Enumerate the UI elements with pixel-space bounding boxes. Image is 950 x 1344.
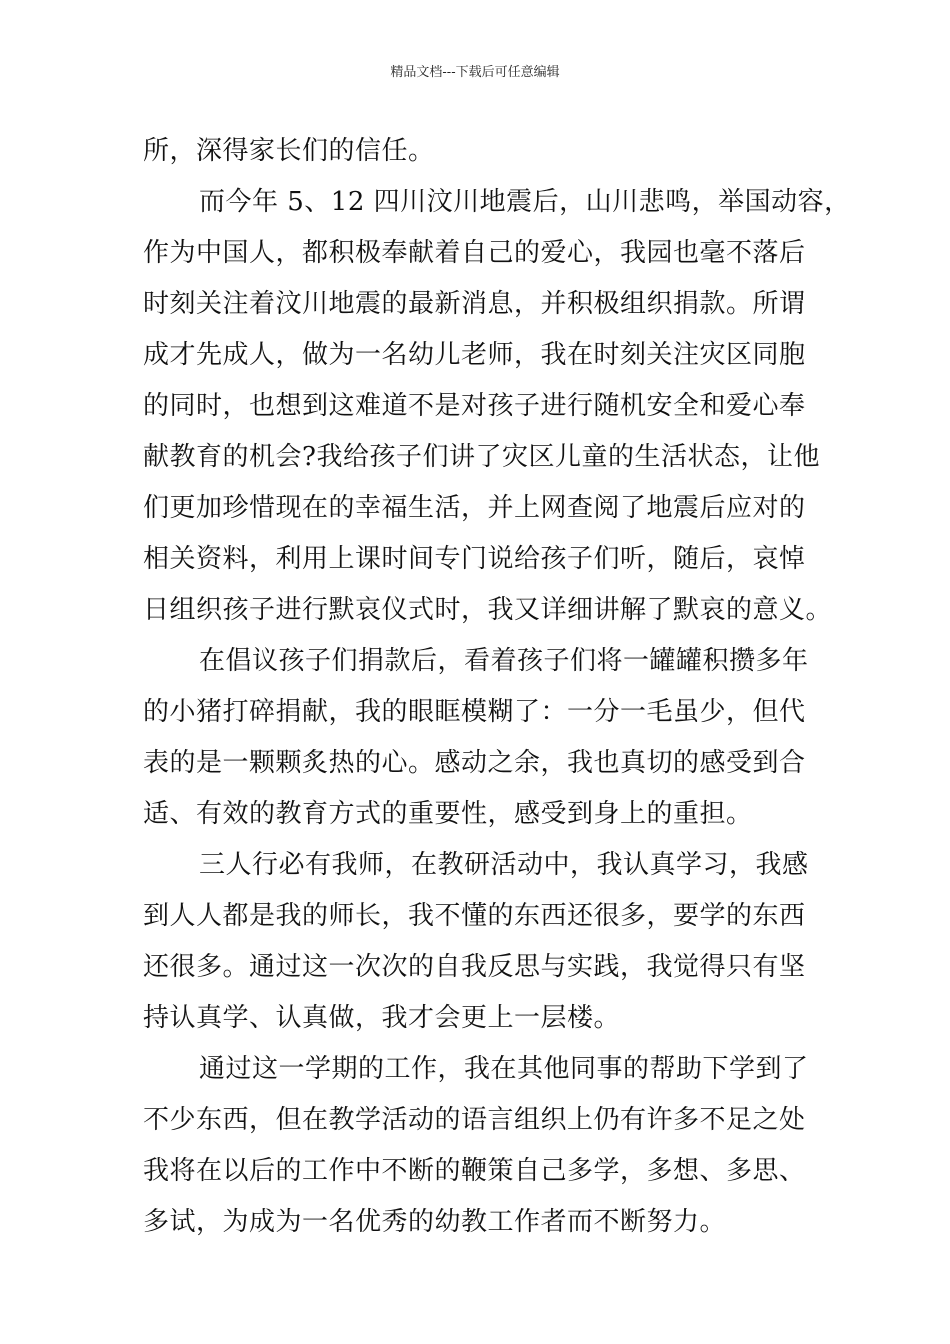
paragraph-line: 们更加珍惜现在的幸福生活，并上网查阅了地震后应对的 xyxy=(143,493,806,523)
paragraph-3 xyxy=(143,636,811,840)
paragraph-line: 持认真学、认真做，我才会更上一层楼。 xyxy=(143,1003,621,1033)
paragraph-line: 还很多。通过这一次次的自我反思与实践，我觉得只有坚 xyxy=(143,952,806,982)
paragraph-line: 日组织孩子进行默哀仪式时，我又详细讲解了默哀的意义。 xyxy=(143,595,833,625)
paragraph-5 xyxy=(143,1044,811,1248)
paragraph-2 xyxy=(143,177,851,636)
paragraph-line: 的同时，也想到这难道不是对孩子进行随机安全和爱心奉 xyxy=(143,391,806,421)
paragraph-line: 成才先成人，做为一名幼儿老师，我在时刻关注灾区同胞 xyxy=(143,340,806,370)
page-header: 精品文档---下载后可任意编辑 xyxy=(390,65,560,80)
paragraph-4 xyxy=(143,840,811,1044)
paragraph-line: 表的是一颗颗炙热的心。感动之余，我也真切的感受到合 xyxy=(143,748,806,778)
paragraph-line: 我将在以后的工作中不断的鞭策自己多学，多想、多思、 xyxy=(143,1156,806,1186)
document-body xyxy=(143,126,851,1248)
paragraph-line: 到人人都是我的师长，我不懂的东西还很多，要学的东西 xyxy=(143,901,806,931)
paragraph-line: 相关资料，利用上课时间专门说给孩子们听，随后，哀悼 xyxy=(143,544,806,574)
paragraph-line: 多试，为成为一名优秀的幼教工作者而不断努力。 xyxy=(143,1207,727,1237)
paragraph-1 xyxy=(143,126,811,177)
paragraph-line: 而今年 5、12 四川汶川地震后，山川悲鸣，举国动容， xyxy=(199,187,851,217)
paragraph-line: 作为中国人，都积极奉献着自己的爱心，我园也毫不落后 xyxy=(143,238,806,268)
paragraph-line: 在倡议孩子们捐款后，看着孩子们将一罐罐积攒多年 xyxy=(199,646,809,676)
paragraph-line: 献教育的机会?我给孩子们讲了灾区儿童的生活状态，让他 xyxy=(143,442,820,472)
paragraph-line: 所，深得家长们的信任。 xyxy=(143,136,435,166)
paragraph-line: 三人行必有我师，在教研活动中，我认真学习，我感 xyxy=(199,850,809,880)
paragraph-line: 时刻关注着汶川地震的最新消息，并积极组织捐款。所谓 xyxy=(143,289,806,319)
paragraph-line: 的小猪打碎捐献，我的眼眶模糊了：一分一毛虽少，但代 xyxy=(143,697,806,727)
paragraph-line: 不少东西，但在教学活动的语言组织上仍有许多不足之处 xyxy=(143,1105,806,1135)
paragraph-line: 适、有效的教育方式的重要性，感受到身上的重担。 xyxy=(143,799,753,829)
paragraph-line: 通过这一学期的工作，我在其他同事的帮助下学到了 xyxy=(199,1054,809,1084)
